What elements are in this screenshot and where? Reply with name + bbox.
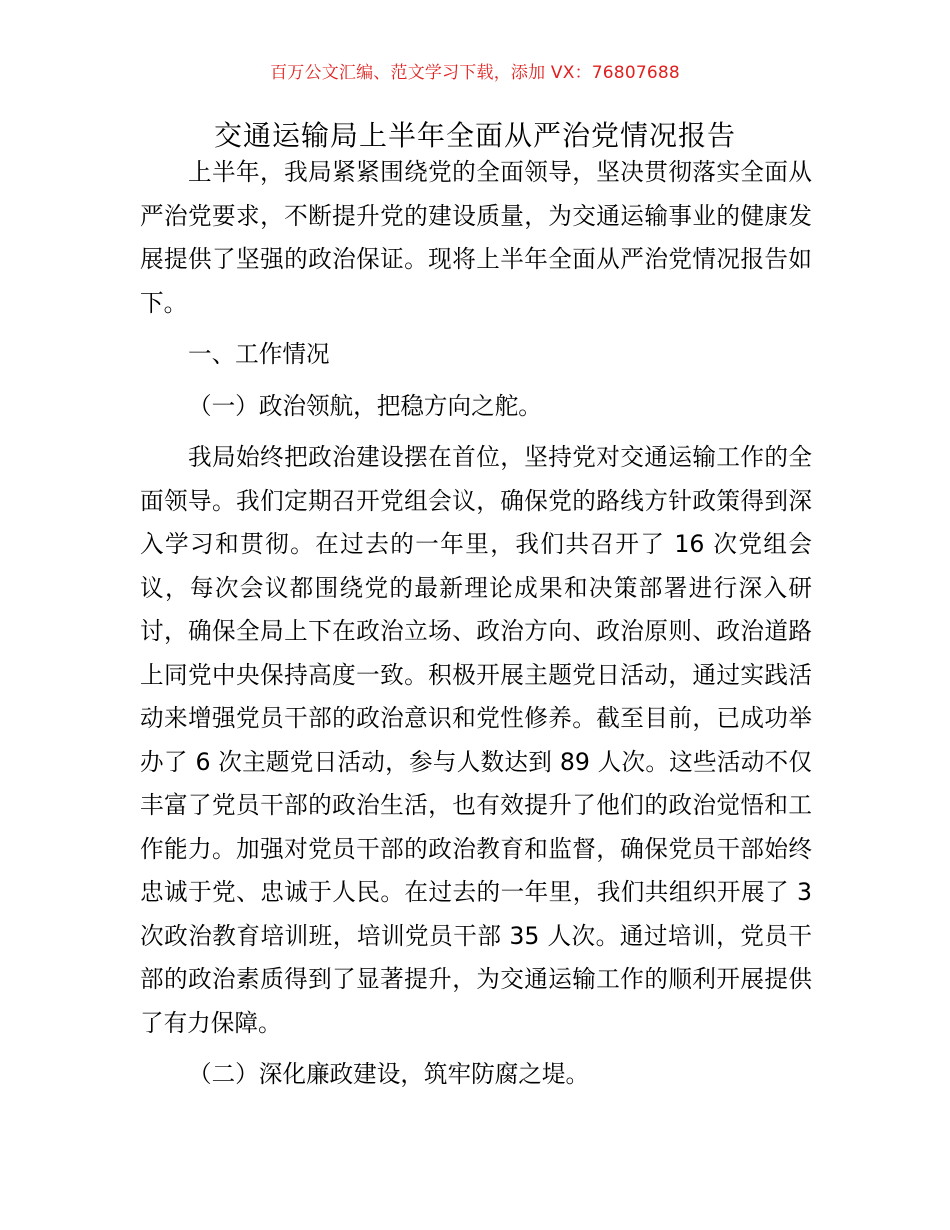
document-body <box>140 151 812 1097</box>
intro-paragraph: 上半年，我局紧紧围绕党的全面领导，坚决贯彻落实全面从严治党要求，不断提升党的建设质量，为交通运输事业的健康发展提供了坚强的政治保证。现将上半年全面从严治党情况报告如下。 <box>140 158 812 317</box>
section-heading-1: 一、工作情况 <box>188 340 330 368</box>
subsection-heading-2: （二）深化廉政建设，筑牢防腐之堤。 <box>188 1060 590 1088</box>
subsection-1-paragraph: 我局始终把政治建设摆在首位，坚持党对交通运输工作的全面领导。我们定期召开党组会议，确保党的路线方针政策得到深入学习和贯彻。在过去的一年里，我们共召开了 16 次党组会议，每次会议都围绕党的最新理论成果和决策部署进行深入研讨，确保全局上下在政治立场、政治方向、政治原则、政治道路上同党中央保持高度一致。积极开展主题党日活动，通过实践活动来增强党员干部的政治意识和党性修养。截至目前，已成功举办了 6 次主题党日活动，参与人数达到 89 人次。这些活动不仅丰富了党员干部的政治生活，也有效提升了他们的政治觉悟和工作能力。加强对党员干部的政治教育和监督，确保党员干部始终忠诚于党、忠诚于人民。在过去的一年里，我们共组织开展了 3 次政治教育培训班，培训党员干部 35 人次。通过培训，党员干部的政治素质得到了显著提升，为交通运输工作的顺利开展提供了有力保障。 <box>140 443 812 1037</box>
subsection-heading-1: （一）政治领航，把稳方向之舵。 <box>188 391 542 420</box>
watermark-banner: 百万公文汇编、范文学习下载，添加 VX：76807688 <box>270 63 680 83</box>
document-title: 交通运输局上半年全面从严治党情况报告 <box>213 119 736 152</box>
